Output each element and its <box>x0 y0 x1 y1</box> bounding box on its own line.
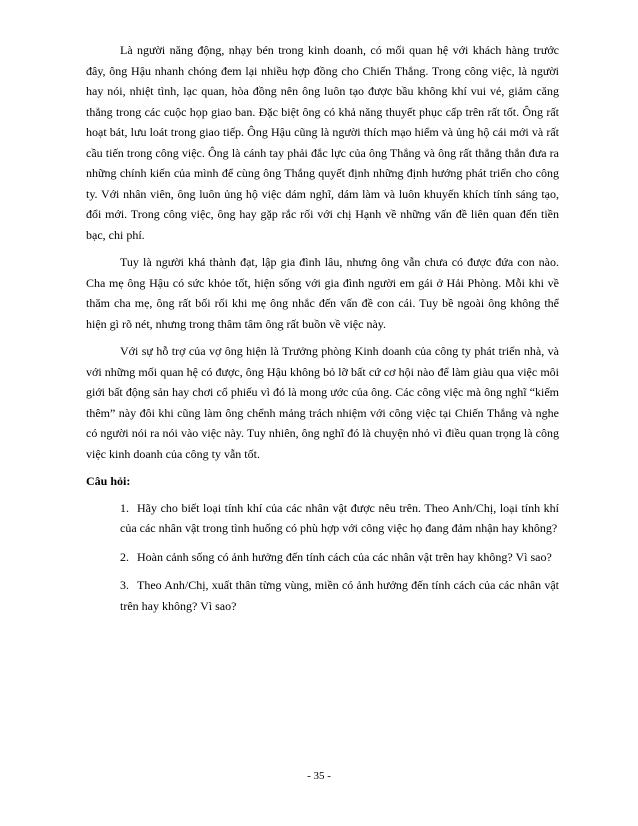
question-text: Hoàn cảnh sống có ảnh hưởng đến tính cách của các nhân vật trên hay không? Vì sao? <box>137 549 552 564</box>
question-item <box>86 547 559 568</box>
question-number: 3. <box>120 578 129 592</box>
question-text: Hãy cho biết loại tính khí của các nhân vật được nêu trên. Theo Anh/Chị, loại tính khí của các nhân vật trong tình huống có phù hợp với công việc họ đang đảm nhận hay không? <box>120 500 559 535</box>
question-number: 1. <box>120 500 129 515</box>
question-item <box>86 575 559 616</box>
questions-heading: Câu hỏi: <box>86 474 131 488</box>
question-number: 2. <box>120 549 129 564</box>
question-item <box>86 498 559 539</box>
question-text: Theo Anh/Chị, xuất thân từng vùng, miền có ảnh hưởng đến tính cách của các nhân vật trên hay không? Vì sao? <box>120 578 559 613</box>
questions-list <box>86 498 559 617</box>
body-paragraph: Với sự hỗ trợ của vợ ông hiện là Trưởng phòng Kinh doanh của công ty phát triển nhà, và với những mối quan hệ có được, ông Hậu không bỏ lỡ bất cứ cơ hội nào để làm giàu qua việc môi giới bất động sản hay chơi cổ phiếu vì đó là mong ước của ông. Các công việc mà ông nghĩ “kiếm thêm” này đôi khi cũng làm ông chểnh mảng trách nhiệm với công việc tại Chiến Thắng và nghe có người nói ra nói vào việc này. Tuy nhiên, ông nghĩ đó là chuyện nhỏ vì điều quan trọng là công việc kinh doanh của công ty vẫn tốt. <box>86 344 559 461</box>
body-paragraph: Tuy là người khá thành đạt, lập gia đình lâu, nhưng ông vẫn chưa có được đứa con nào. Cha mẹ ông Hậu có sức khỏe tốt, hiện sống với gia đình người em gái ở Hải Phòng. Mỗi khi về thăm cha mẹ, ông rất bối rối khi mẹ ông nhắc đến vấn đề con cái. Tuy bề ngoài ông không thể hiện gì rõ nét, nhưng trong thâm tâm ông rất buồn về việc này. <box>86 255 559 331</box>
body-paragraph: Là người năng động, nhạy bén trong kinh doanh, có mối quan hệ với khách hàng trước đây, ông Hậu nhanh chóng đem lại nhiều hợp đồng cho Chiến Thắng. Trong công việc, là người hay nói, nhiệt tình, lạc quan, hòa đồng nên ông luôn tạo được bầu không khí vui vẻ, giảm căng thẳng trong các cuộc họp giao ban. Đặc biệt ông có khả năng thuyết phục cấp trên rất tốt. Ông rất hoạt bát, lưu loát trong giao tiếp. Ông Hậu cũng là người thích mạo hiểm và ủng hộ cái mới và rất cầu tiến trong công việc. Ông là cánh tay phải đắc lực của ông Thắng và ông rất thẳng thắn đưa ra những chính kiến của mình để cùng ông Thắng quyết định những định hướng phát triển cho công ty. Với nhân viên, ông luôn ủng hộ việc dám nghĩ, dám làm và luôn khuyến khích tính sáng tạo, đổi mới. Trong công việc, ông hay gặp rắc rối với chị Hạnh về những vấn đề liên quan đến tiền bạc, chi phí. <box>86 43 559 242</box>
page-number: - 35 - <box>307 770 331 782</box>
page-content <box>86 40 559 624</box>
